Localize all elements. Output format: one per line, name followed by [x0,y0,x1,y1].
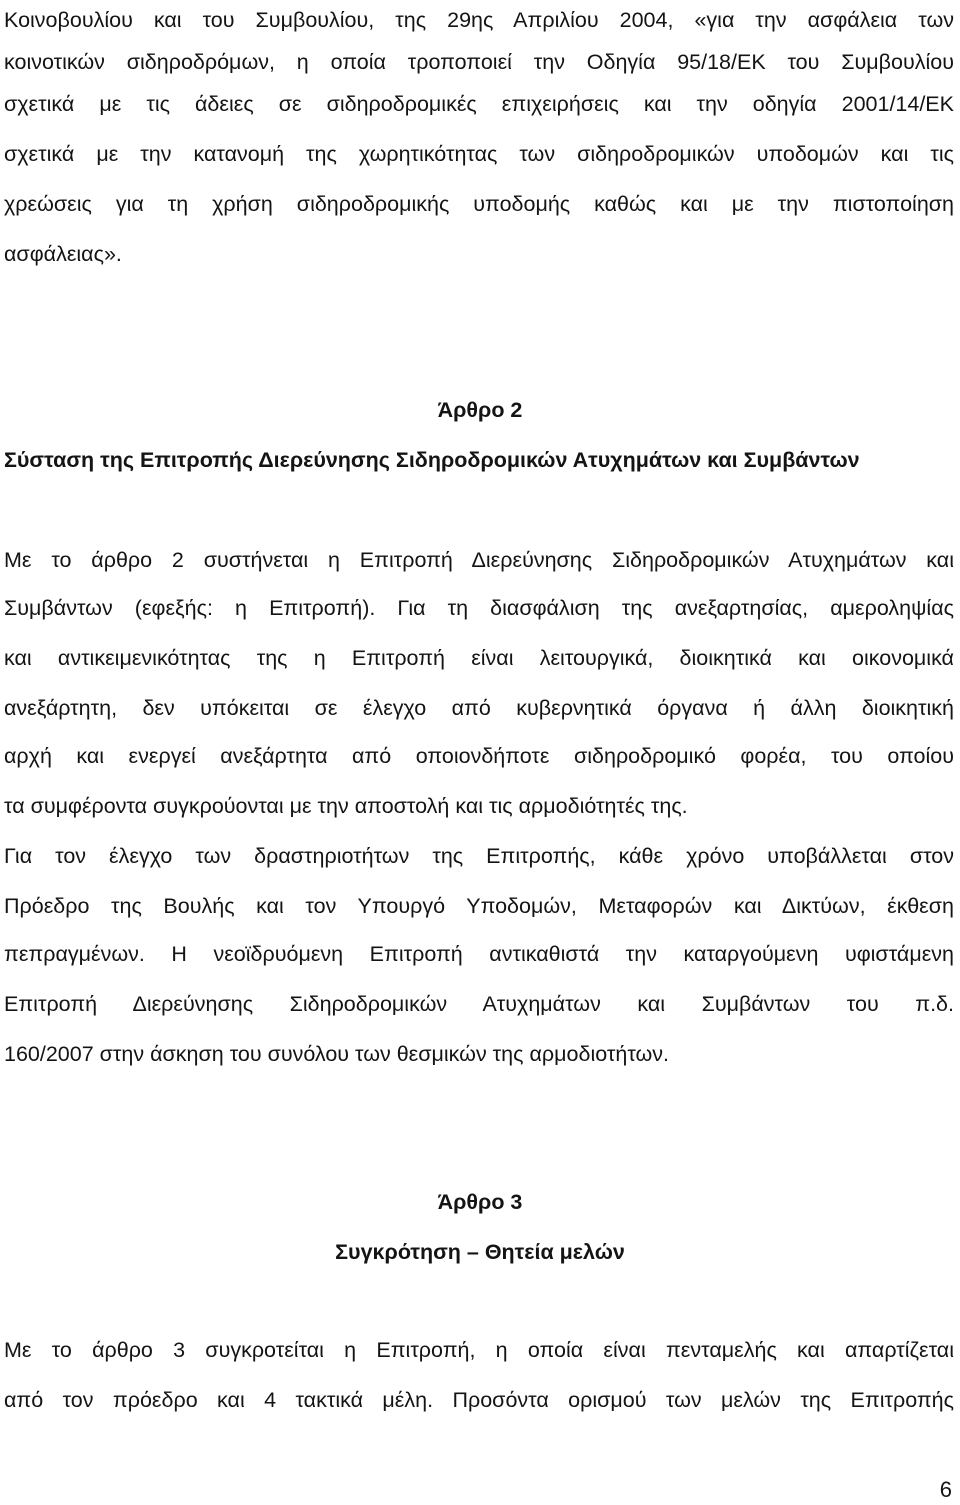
body-line: από τον πρόεδρο και 4 τακτικά μέλη. Προσόντα ορισμού των μελών της Επιτροπής [4,1388,954,1412]
body-line: και αντικειμενικότητας της η Επιτροπή είναι λειτουργικά, διοικητικά και οικονομικά [4,646,954,670]
body-line: Συμβάντων (εφεξής: η Επιτροπή). Για τη διασφάλιση της ανεξαρτησίας, αμεροληψίας [4,596,954,620]
intro-line: κοινοτικών σιδηροδρόμων, η οποία τροποποιεί την Οδηγία 95/18/ΕΚ του Συμβουλίου [4,50,954,74]
intro-line: Κοινοβουλίου και του Συμβουλίου, της 29ης Απριλίου 2004, «για την ασφάλεια των [4,8,954,32]
article-3-title: Άρθρο 3 [437,1190,523,1214]
body-line: ανεξάρτητη, δεν υπόκειται σε έλεγχο από κυβερνητικά όργανα ή άλλη διοικητική [4,696,954,720]
body-line: Πρόεδρο της Βουλής και τον Υπουργό Υποδομών, Μεταφορών και Δικτύων, έκθεση [4,894,954,918]
body-line: αρχή και ενεργεί ανεξάρτητα από οποιονδήποτε σιδηροδρομικό φορέα, του οποίου [4,744,954,768]
body-line: πεπραγμένων. Η νεοϊδρυόμενη Επιτροπή αντικαθιστά την καταργούμενη υφιστάμενη [4,942,954,966]
body-line: τα συμφέροντα συγκρούονται με την αποστολή και τις αρμοδιότητές της. [4,794,688,818]
body-line: 160/2007 στην άσκηση του συνόλου των θεσμικών της αρμοδιοτήτων. [4,1042,670,1066]
body-line: Για τον έλεγχο των δραστηριοτήτων της Επιτροπής, κάθε χρόνο υποβάλλεται στον [4,844,954,868]
intro-line: σχετικά με τις άδειες σε σιδηροδρομικές επιχειρήσεις και την οδηγία 2001/14/ΕΚ [4,92,954,116]
page-number: 6 [939,1477,952,1502]
intro-line: χρεώσεις για τη χρήση σιδηροδρομικής υποδομής καθώς και με την πιστοποίηση [4,192,954,216]
article-3-subtitle: Συγκρότηση – Θητεία μελών [335,1240,625,1264]
body-line: Επιτροπή Διερεύνησης Σιδηροδρομικών Ατυχημάτων και Συμβάντων του π.δ. [4,992,954,1016]
article-2-title: Άρθρο 2 [437,398,523,422]
intro-line: σχετικά με την κατανομή της χωρητικότητας των σιδηροδρομικών υποδομών και τις [4,142,954,166]
intro-line: ασφάλειας». [4,242,122,266]
body-line: Με το άρθρο 3 συγκροτείται η Επιτροπή, η οποία είναι πενταμελής και απαρτίζεται [4,1338,954,1362]
article-2-subtitle: Σύσταση της Επιτροπής Διερεύνησης Σιδηροδρομικών Ατυχημάτων και Συμβάντων [4,448,860,472]
body-line: Με το άρθρο 2 συστήνεται η Επιτροπή Διερεύνησης Σιδηροδρομικών Ατυχημάτων και [4,548,954,572]
